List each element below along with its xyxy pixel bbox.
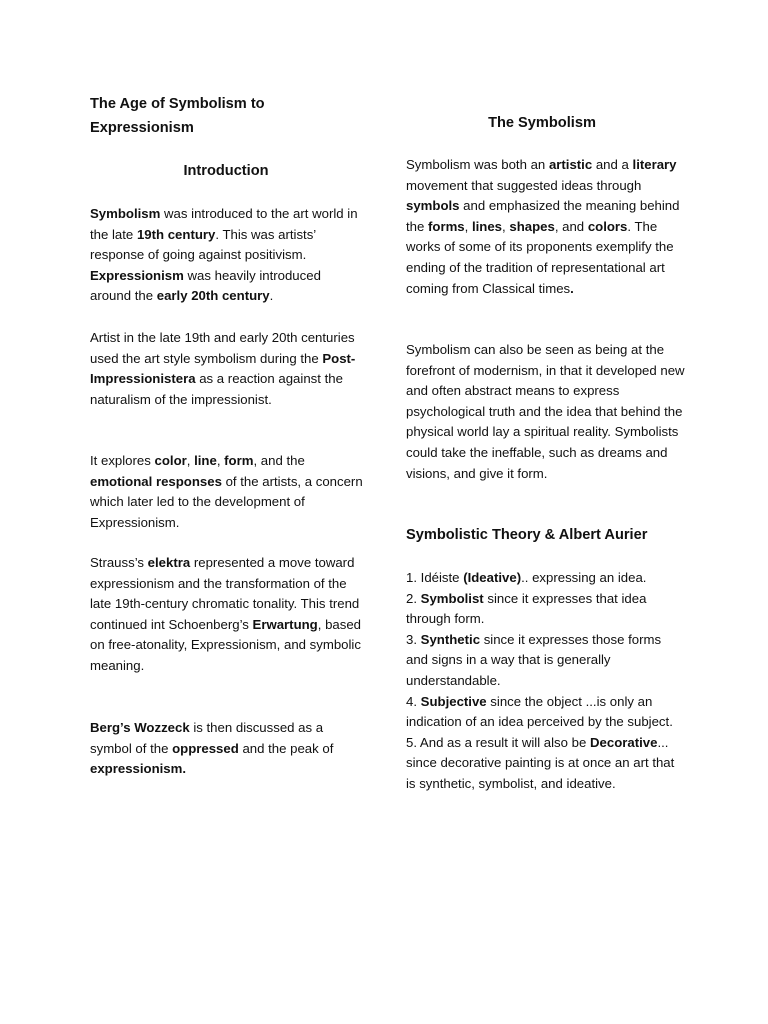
intro-paragraph-5: Berg’s Wozzeck is then discussed as a symbol of the oppressed and the peak of expressionism. — [90, 720, 334, 777]
intro-paragraph-4: Strauss’s elektra represented a move toward expressionism and the transformation of the late 19th-century chromatic tonality. This trend continued int Schoenberg’s Erwartung, based on free-atonality, Expressionism, and symbolic meaning. — [90, 555, 362, 673]
document-title: The Age of Symbolism to Expressionism — [90, 96, 265, 136]
theory-list — [406, 568, 686, 795]
theory-heading: Symbolistic Theory & Albert Aurier — [406, 527, 648, 543]
list-item: 1. Idéiste (Ideative).. expressing an idea. — [406, 570, 647, 585]
list-item: 2. Symbolist since it expresses that idea through form. — [406, 590, 647, 627]
list-item: 5. And as a result it will also be Decorative... since decorative painting is at once an art that is synthetic, symbolist, and ideative. — [406, 734, 675, 791]
symbolism-heading: The Symbolism — [488, 115, 596, 131]
introduction-heading: Introduction — [183, 163, 269, 179]
intro-paragraph-2: Artist in the late 19th and early 20th centuries used the art style symbolism during the Post-Impressionistera as a reaction against the naturalism of the impressionist. — [90, 330, 356, 407]
symbolism-paragraph-1: Symbolism was both an artistic and a literary movement that suggested ideas through symbols and emphasized the meaning behind the forms, lines, shapes, and colors. The works of some of its proponents exemplify the ending of the tradition of representational art coming from Classical times. — [406, 157, 680, 296]
symbolism-paragraph-2: Symbolism can also be seen as being at the forefront of modernism, in that it developed new and often abstract means to express psychological truth and the idea that behind the physical world lay a spiritual reality. Symbolists could take the ineffable, such as dreams and visions, and give it form. — [406, 342, 685, 481]
list-item: 3. Synthetic since it expresses those forms and signs in a way that is generally understandable. — [406, 631, 662, 688]
intro-paragraph-1: Symbolism was introduced to the art world in the late 19th century. This was artists’ response of going against positivism. Expressionism was heavily introduced around the early 20th century. — [90, 206, 358, 304]
intro-paragraph-3: It explores color, line, form, and the emotional responses of the artists, a concern which later led to the development of Expressionism. — [90, 453, 363, 530]
list-item: 4. Subjective since the object ...is only an indication of an idea perceived by the subject. — [406, 693, 673, 730]
